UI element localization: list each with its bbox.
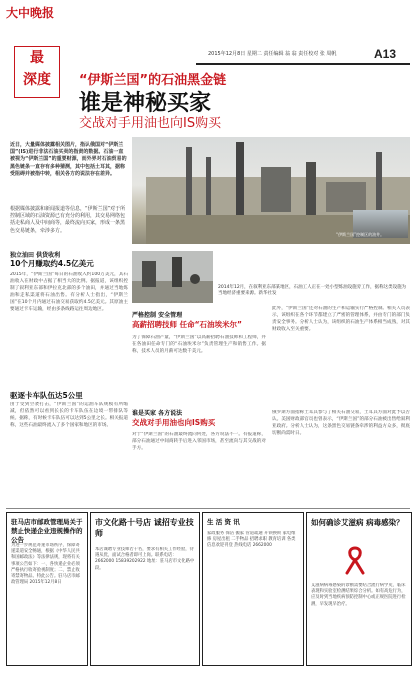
hiring-ad xyxy=(90,512,200,666)
photo-caption-small: “伊斯兰国”控制区的油井。 xyxy=(336,232,385,237)
section-body: 此外，“伊斯兰国”还对石油的生产和运输实行严格控制。相关人员表示，该组织在各个环节都建立了严密的管理体系，并由专门的部门负责安全事务。分析人士认为，该组织的石油生产体系相当成熟，对其财政收入至关重要。 xyxy=(272,306,410,332)
section-kicker: 谁是买家 各方说法 xyxy=(132,410,183,417)
section-body: 2015年，“伊斯兰国”每日的石油收入约100万美元，其石油收入在财政中占据了相当大的比例。据报道，该组织控制了叙利亚东部和伊拉克北部的多个油田，并通过当地炼油和走私渠道将石油出售。有分析人士指出，“伊斯兰国”在10个月内通过石油交易获取约4.5亿美元。其原油主要通过卡车运输，经由多条线路运往周边地区。 xyxy=(10,272,128,312)
ad-body: 本店诚聘专业技师若干名，要求有相关工作经验，待遇从优，面试合格者即可上岗。联系电话：2662000 15839202922 地址：驻马店市文化路中段。 xyxy=(95,547,195,571)
ad-title: 如何确诊艾滋病 病毒感染？ xyxy=(311,518,404,527)
section-label-top: 最 xyxy=(30,50,44,66)
ad-body: 家政服务 保洁 搬家 管道疏通 开锁换锁 家电维修 房屋出租 二手物品 招聘求职 教育培训 各类信息欢迎刊登 热线电话 2662000 xyxy=(207,531,296,549)
health-ad xyxy=(306,512,412,666)
section-title: 10个月赚取约4.5亿美元 xyxy=(10,259,94,268)
section-title: 驱逐卡车队伍达5公里 xyxy=(10,391,83,400)
ad-title: 生 活 资 讯 xyxy=(207,518,240,526)
workers-illustration xyxy=(132,251,213,303)
section-kicker: 独立油田 供货收利 xyxy=(10,252,61,259)
section-title: 高薪招聘技师 任命“石油埃米尔” xyxy=(132,320,242,329)
headline-main: 谁是神秘买家 xyxy=(79,91,212,116)
section-body: 俄罗斯方面指称土耳其参与了相关石油交易，土耳其方面对此予以否认。美国财政部官员也曾表示，“伊斯兰国”的部分石油被出售给叙利亚政府。分析人士认为，这条黑色交易链条牵涉的利益方众多，彻底切断尚需时日。 xyxy=(272,410,410,436)
photo-caption: 2014年12月，在叙利亚东部某地区，石油工人正在一处小型炼油设施旁工作，据称这类设施为当地经济重要来源。新华社发 xyxy=(218,285,407,296)
section-body: 为了保障石油产量，“伊斯兰国”以高薪招聘石油技师和工程师，并在各油田任命专门的“石油埃米尔”负责管理生产和销售工作。据称，技术人员的月薪可达数千美元。 xyxy=(132,335,266,354)
ad-body: 艾滋病病毒感染的诊断需要结合流行病学史、临床表现和实验室检测结果综合分析。如有高危行为，应及时到当地疾病预防控制中心或正规医院进行检测，早发现早治疗。 xyxy=(311,583,406,607)
section-kicker: 严格控制 安全管理 xyxy=(132,312,183,319)
newspaper-masthead: 大中晚报 xyxy=(6,6,55,20)
ad-title: 驻马店市邮政管理局关于禁止快递企业违规操作的公告 xyxy=(11,518,83,544)
bottom-rule xyxy=(6,508,410,509)
page-date-line: 2015年12月8日 星期二 责任编辑 翁 翁 责任校对 张 周帆 xyxy=(208,51,337,57)
notice-ad xyxy=(6,512,88,666)
headline-kicker: “伊斯兰国”的石油黑金链 xyxy=(79,73,227,88)
lead-paragraph-bold: 近日，大量媒体披露相关图片，指认俄国对“伊斯兰国”(IS)进行非法石油买卖的指责的数据。石油一直被视为“伊斯兰国”的重要财源，而外界对石油贸易的黑色链条一直存有多种猜测，其中包括土耳其，据称受阻碍并被指中转，相关各方的说法存在差异。 xyxy=(10,142,127,177)
section-body: 对于“伊斯兰国”的石油最终流向何处，各方说法不一。有报道称，部分石油通过中间商转手后进入邻国市场，甚至流向与其交战的对手方。 xyxy=(132,432,266,451)
header-rule xyxy=(196,63,410,65)
ad-title: 市文化路十号店 诚招专业技师 xyxy=(95,518,194,538)
section-body: 由于受到空袭打击，“伊斯兰国”的运油车队规模有所缩减，但依然可以看到长长的卡车队伍在边境一带排队等候。据称，有时候卡车队伍可以达到5公里之长。相关报道称，这些石油最终流入了多个国家和地区的市场。 xyxy=(10,402,128,428)
section-label xyxy=(14,46,60,98)
classifieds-ad xyxy=(202,512,304,666)
section-title: 交战对手用油也向IS购买 xyxy=(132,418,216,427)
headline-deck: 交战对手用油也向IS购买 xyxy=(79,116,222,131)
red-ribbon-icon xyxy=(340,545,370,575)
page-number: A13 xyxy=(374,47,397,61)
lead-paragraph: 根据媒体披露和新闻报道等信息，“伊斯兰国”对于所控制区域的石油资源已有充分的利用，其交易网络包括走私商人及中间商等，最终流向买家，形成一条黑色交易链条，牵涉多方。 xyxy=(10,206,126,234)
ad-body: 为进一步规范寄递市场秩序，保障寄递渠道安全畅通，根据《中华人民共和国邮政法》等法律法规，现将有关事项公告如下：一、各快递企业必须严格执行收寄验视制度；二、禁止收寄禁寄物品。特此公告。驻马店市邮政管理局 2015年12月8日 xyxy=(11,543,80,586)
section-label-bottom: 深度 xyxy=(23,72,51,88)
oil-workers-photo xyxy=(132,251,213,303)
